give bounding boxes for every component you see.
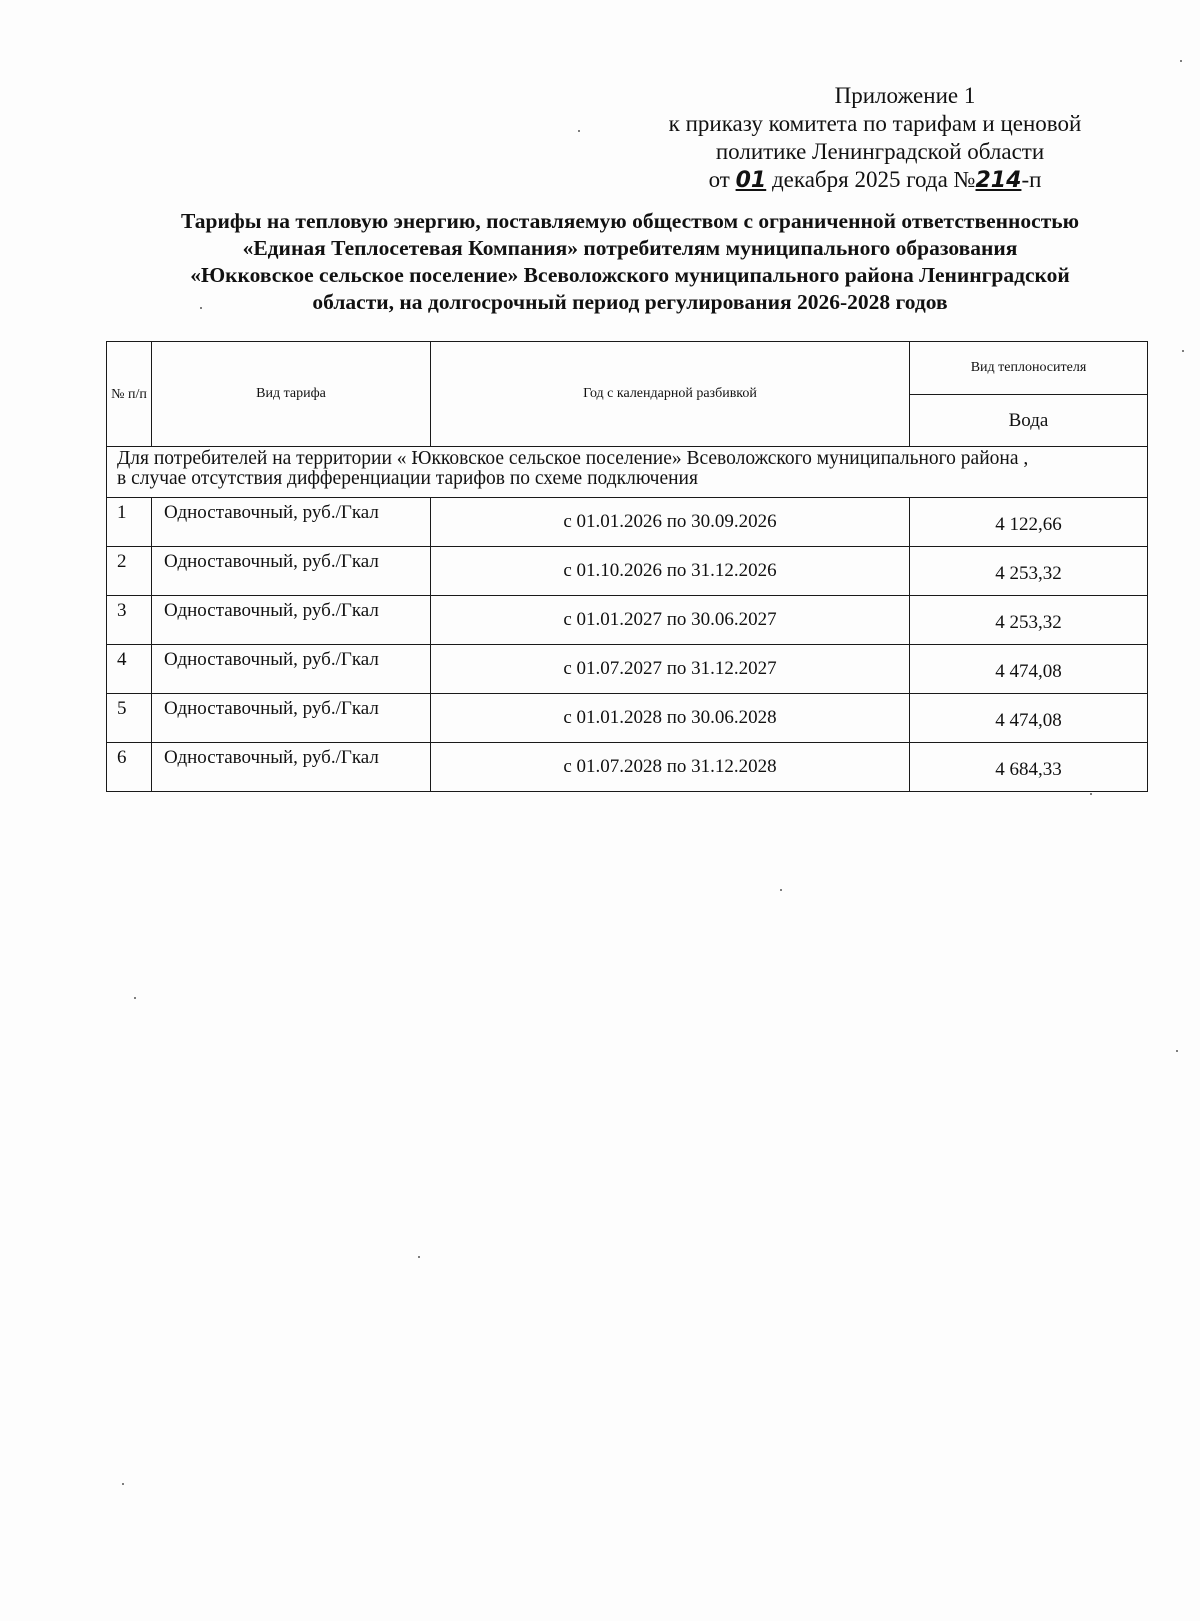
header-carrier: Вид теплоносителя — [910, 342, 1148, 395]
handwritten-day: 01 — [735, 168, 767, 193]
consumer-group-line-1: Для потребителей на территории « Юкковское сельское поселение» Всеволожского муниципального района , — [117, 448, 1029, 469]
header-period: Год с календарной разбивкой — [431, 342, 910, 447]
row-number: 3 — [107, 596, 152, 645]
row-period: с 01.07.2027 по 31.12.2027 — [431, 645, 910, 694]
row-tariff-type: Одноставочный, руб./Гкал — [152, 547, 431, 596]
title-line-4: области, на долгосрочный период регулирования 2026-2028 годов — [312, 290, 948, 314]
row-period: с 01.07.2028 по 31.12.2028 — [431, 743, 910, 792]
document-title — [105, 208, 1155, 316]
annex-date-prefix: от — [708, 167, 730, 192]
consumer-group-cell — [107, 447, 1148, 498]
title-line-2: «Единая Теплосетевая Компания» потребителям муниципального образования — [242, 236, 1018, 260]
row-period: с 01.01.2026 по 30.09.2026 — [431, 498, 910, 547]
scan-speck — [418, 1256, 420, 1258]
row-tariff-type: Одноставочный, руб./Гкал — [152, 498, 431, 547]
title-line-1: Тарифы на тепловую энергию, поставляемую обществом с ограниченной ответственностью — [180, 209, 1080, 233]
annex-order-ref: к приказу комитета по тарифам и ценовой — [668, 111, 1082, 136]
scan-speck — [1176, 1050, 1178, 1052]
row-value: 4 253,32 — [910, 596, 1148, 645]
row-number: 2 — [107, 547, 152, 596]
annex-date-line — [600, 166, 1150, 195]
row-number: 1 — [107, 498, 152, 547]
annex-date-middle: декабря 2025 года № — [771, 167, 976, 192]
scan-speck — [578, 130, 580, 132]
row-number: 5 — [107, 694, 152, 743]
scan-speck — [134, 997, 136, 999]
row-tariff-type: Одноставочный, руб./Гкал — [152, 743, 431, 792]
row-value: 4 122,66 — [910, 498, 1148, 547]
scan-speck — [1090, 793, 1092, 795]
row-tariff-type: Одноставочный, руб./Гкал — [152, 645, 431, 694]
header-water: Вода — [910, 395, 1148, 447]
scan-speck — [122, 1483, 124, 1485]
row-number: 4 — [107, 645, 152, 694]
tariff-table — [106, 341, 1148, 792]
row-period: с 01.01.2028 по 30.06.2028 — [431, 694, 910, 743]
row-number: 6 — [107, 743, 152, 792]
row-value: 4 253,32 — [910, 547, 1148, 596]
scan-speck — [200, 307, 202, 309]
row-value: 4 684,33 — [910, 743, 1148, 792]
title-line-3: «Юкковское сельское поселение» Всеволожского муниципального района Ленинградской — [190, 263, 1070, 287]
row-period: с 01.01.2027 по 30.06.2027 — [431, 596, 910, 645]
table-row — [107, 694, 1148, 743]
row-tariff-type: Одноставочный, руб./Гкал — [152, 596, 431, 645]
table-row — [107, 596, 1148, 645]
table-row — [107, 547, 1148, 596]
row-value: 4 474,08 — [910, 645, 1148, 694]
row-value: 4 474,08 — [910, 694, 1148, 743]
consumer-group-line-2: в случае отсутствия дифференциации тарифов по схеме подключения — [117, 468, 698, 489]
scan-speck — [780, 889, 782, 891]
row-period: с 01.10.2026 по 31.12.2026 — [431, 547, 910, 596]
handwritten-order-number: 214 — [975, 168, 1022, 193]
table-row — [107, 645, 1148, 694]
table-row — [107, 743, 1148, 792]
scan-speck — [1182, 350, 1184, 352]
annex-committee: политике Ленинградской области — [715, 139, 1045, 164]
table-row — [107, 498, 1148, 547]
annex-header — [600, 82, 1150, 195]
annex-date-suffix: -п — [1021, 167, 1042, 192]
row-tariff-type: Одноставочный, руб./Гкал — [152, 694, 431, 743]
annex-title: Приложение 1 — [834, 83, 976, 108]
header-tariff-type: Вид тарифа — [152, 342, 431, 447]
group-row — [107, 447, 1148, 498]
scan-speck — [1180, 60, 1182, 62]
header-number: № п/п — [107, 342, 152, 447]
table-header-row — [107, 342, 1148, 395]
